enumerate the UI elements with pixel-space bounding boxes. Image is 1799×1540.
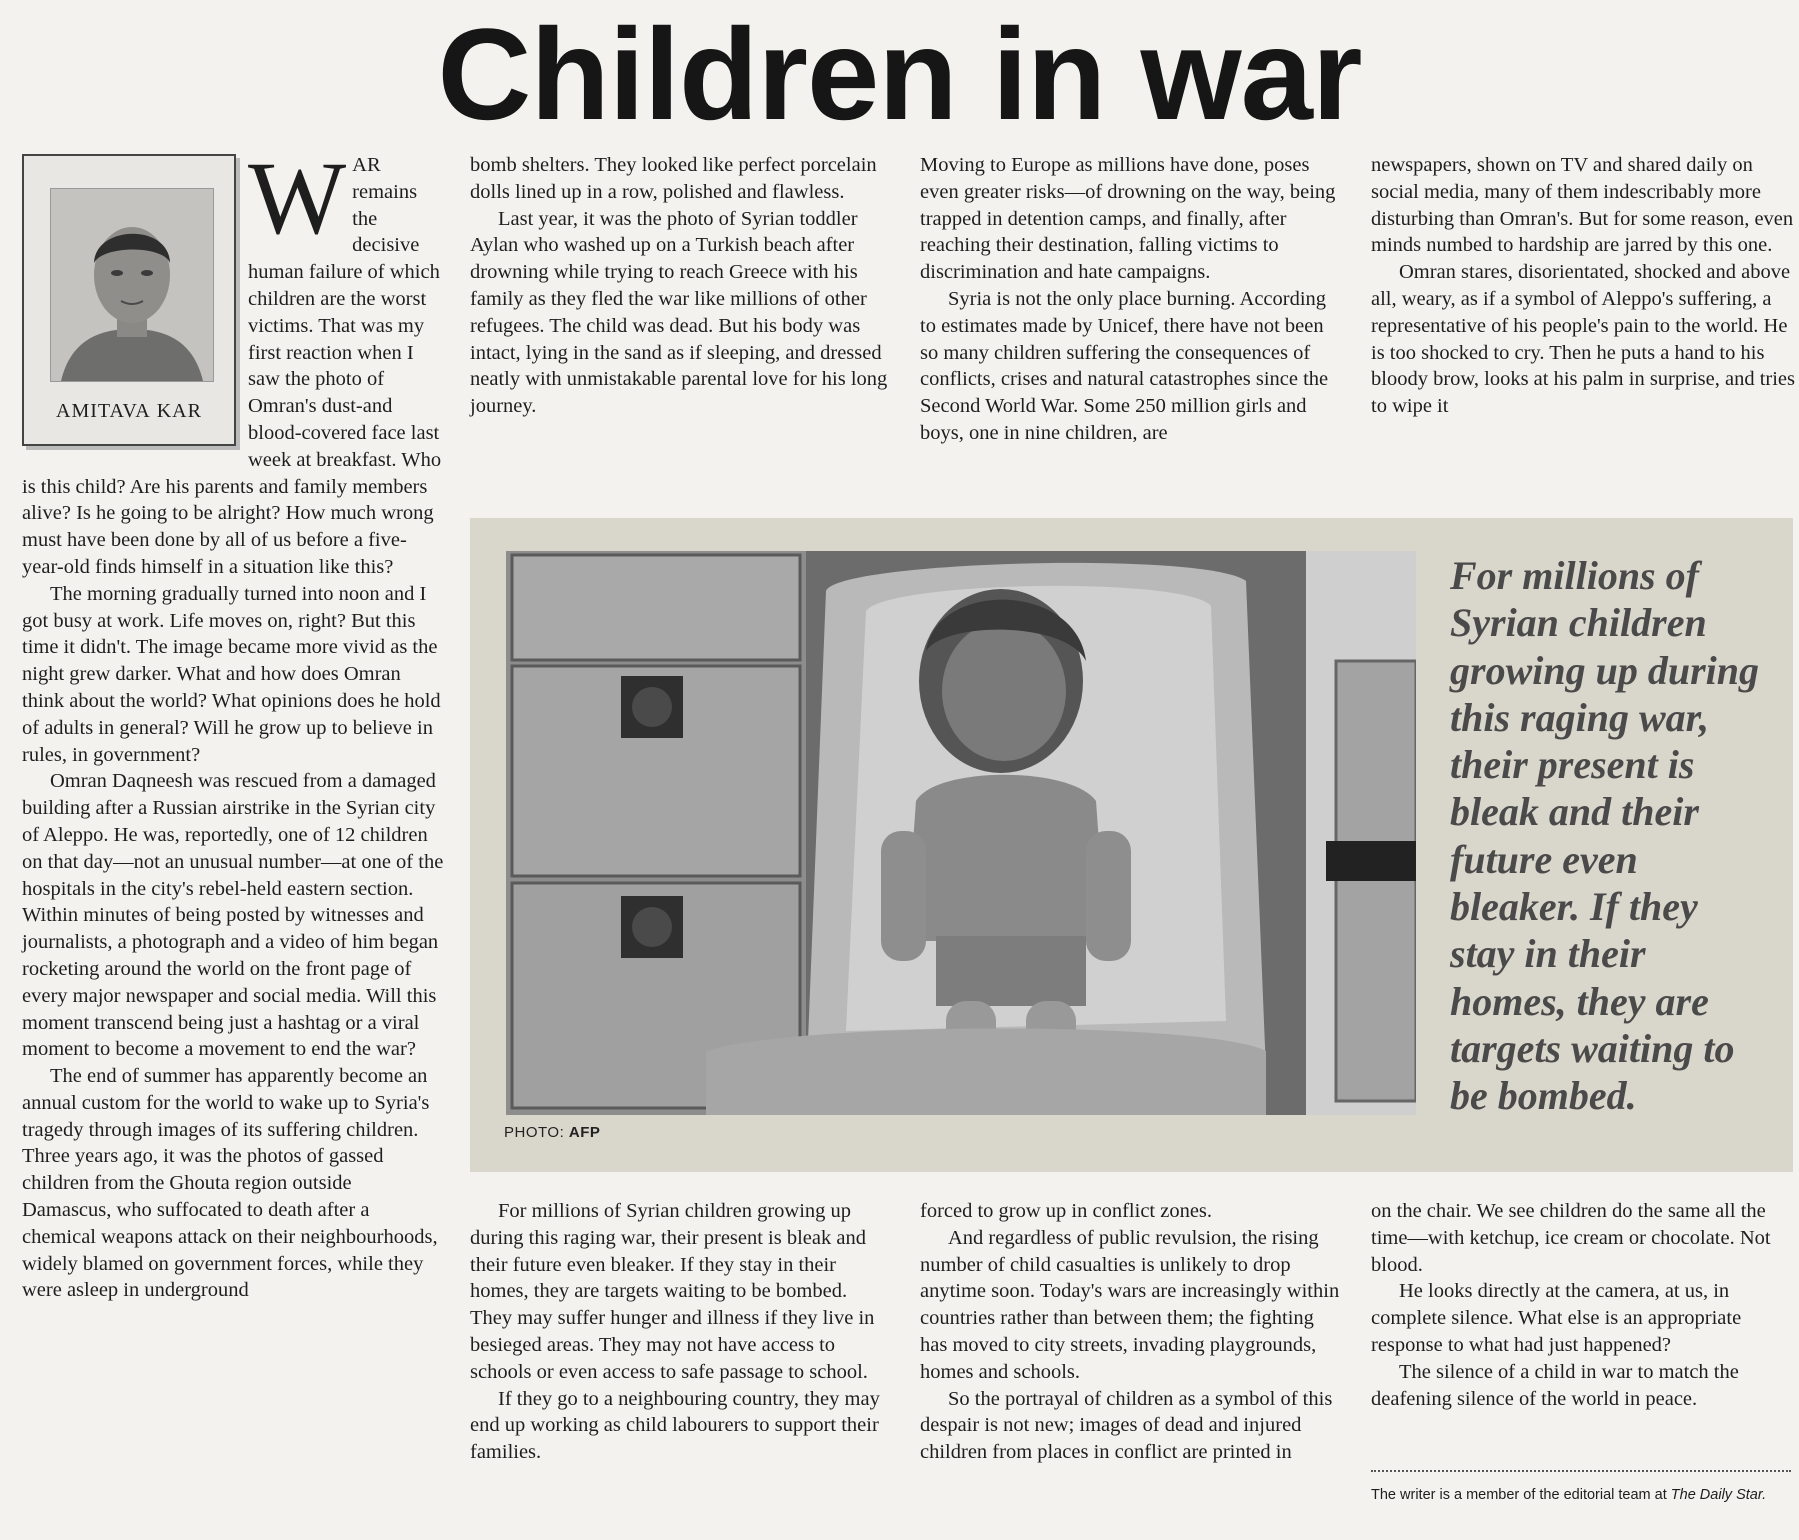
column-1 [22,141,444,1304]
col1-paragraph-4: The end of summer has apparently become an annual custom for the world to wake up to Syria's tragedy through images of its suffering children. Three years ago, it was the photos of gassed children from the Ghouta region outside Damascus, who suffocated to death after a chemical weapons attack on their neighbourhoods, widely blamed on government forces, while they were asleep in underground [22,1065,438,1302]
author-box-spacer [22,152,248,452]
footnote-divider [1371,1470,1791,1472]
col4-top-paragraph-2: Omran stares, disorientated, shocked and above all, weary, as if a symbol of Aleppo's suffering, a representative of his people's pain to the world. He is too shocked to cry. Then he puts a hand to his bloody brow, looks at his palm in surprise, and tries to wipe it [1371,261,1795,418]
col4-bottom-paragraph-2: He looks directly at the camera, at us, in complete silence. What else is an appropriate response to what had just happened? [1371,1280,1742,1356]
column-3-bottom [920,1198,1344,1466]
column-4-bottom [1371,1198,1795,1412]
column-4-top [1371,152,1795,420]
col3-bottom-paragraph-1: forced to grow up in conflict zones. [920,1200,1213,1222]
column-2-bottom [470,1198,890,1466]
col1-paragraph-3: Omran Daqneesh was rescued from a damaged building after a Russian airstrike in the Syrian city of Aleppo. He was, reportedly, one of 12 children on that day—not an unusual number—at one of the hospitals in the city's rebel-held eastern section. Within minutes of being posted by witnesses and journalists, a photograph and a video of him began rocketing around the world on the front page of every major newspaper and social media. Will this moment transcend being just a hashtag or a viral moment to become a movement to end the war? [22,770,444,1061]
col4-bottom-paragraph-3: The silence of a child in war to match the deafening silence of the world in peace. [1371,1360,1739,1410]
author-name: AMITAVA KAR [56,400,202,422]
news-photo [506,551,1416,1115]
col1-paragraph-1: WAR remains the decisive human failure of which children are the worst victims. That was my first reaction when I saw the photo of Omran's dust-and blood-covered face last week at breakfast. Who is this child? Are his parents and family members alive? Is he going to be alright? How much wrong must have been done by all of us before a five-year-old finds himself in a situation like this? [22,141,442,578]
col3-bottom-paragraph-2: And regardless of public revulsion, the rising number of child casualties is unlikely to drop anytime soon. Today's wars are increasingly within countries rather than between them; the fighting has moved to city streets, invading playgrounds, homes and schools. [920,1226,1340,1383]
col2-bottom-paragraph-1: For millions of Syrian children growing up during this raging war, their present is bleak and their future even bleaker. If they stay in their homes, they are targets waiting to be bombed. They may suffer hunger and illness if they live in besieged areas. They may not have access to schools or even access to safe passage to school. [470,1200,875,1383]
pull-quote: For millions of Syrian children growing up during this raging war, their present is bleak and their future even bleaker. If they stay in their homes, they are targets waiting to be bombed. [1450,553,1760,1119]
col4-top-paragraph-1: newspapers, shown on TV and shared daily on social media, many of them indescribably more disturbing than Omran's. But for some reason, even minds numbed to hardship are jarred by this one. [1371,154,1794,257]
column-3-top [920,152,1344,447]
drop-cap: W [248,141,347,256]
col3-top-paragraph-1: Moving to Europe as millions have done, poses even greater risks—of drowning on the way, being trapped in detention camps, and finally, after reaching their destination, falling victims to discrimination and hate campaigns. [920,154,1336,284]
headline: Children in war [437,1,1362,147]
col2-bottom-paragraph-2: If they go to a neighbouring country, they may end up working as child labourers to support their families. [470,1387,880,1464]
col2-top-paragraph-2: Last year, it was the photo of Syrian toddler Aylan who washed up on a Turkish beach after drowning while trying to reach Greece with his family as they fled the war like millions of other refugees. The child was dead. But his body was intact, lying in the sand as if sleeping, and dressed neatly with unmistakable parental love for his long journey. [470,207,888,418]
col3-bottom-paragraph-3: So the portrayal of children as a symbol of this despair is not new; images of dead and injured children from places in conflict are printed in [920,1387,1333,1464]
col2-top-paragraph-1: bomb shelters. They looked like perfect porcelain dolls lined up in a row, polished and flawless. [470,154,877,203]
photo-credit: PHOTO: AFP [504,1124,601,1141]
col3-top-paragraph-2: Syria is not the only place burning. According to estimates made by Unicef, there have not been so many children suffering the consequences of conflicts, crises and natural catastrophes since the Second World War. Some 250 million girls and boys, one in nine children, are [920,287,1329,444]
author-footnote: The writer is a member of the editorial team at The Daily Star. [1371,1487,1767,1503]
column-2-top [470,152,890,420]
col4-bottom-paragraph-1: on the chair. We see children do the same all the time—with ketchup, ice cream or chocolate. Not blood. [1371,1200,1771,1276]
col1-paragraph-2: The morning gradually turned into noon and I got busy at work. Life moves on, right? But this time it didn't. The image became more vivid as the night grew darker. What and how does Omran think about the world? What opinions does he hold of adults in general? Will he grow up to believe in rules, in government? [22,582,441,766]
